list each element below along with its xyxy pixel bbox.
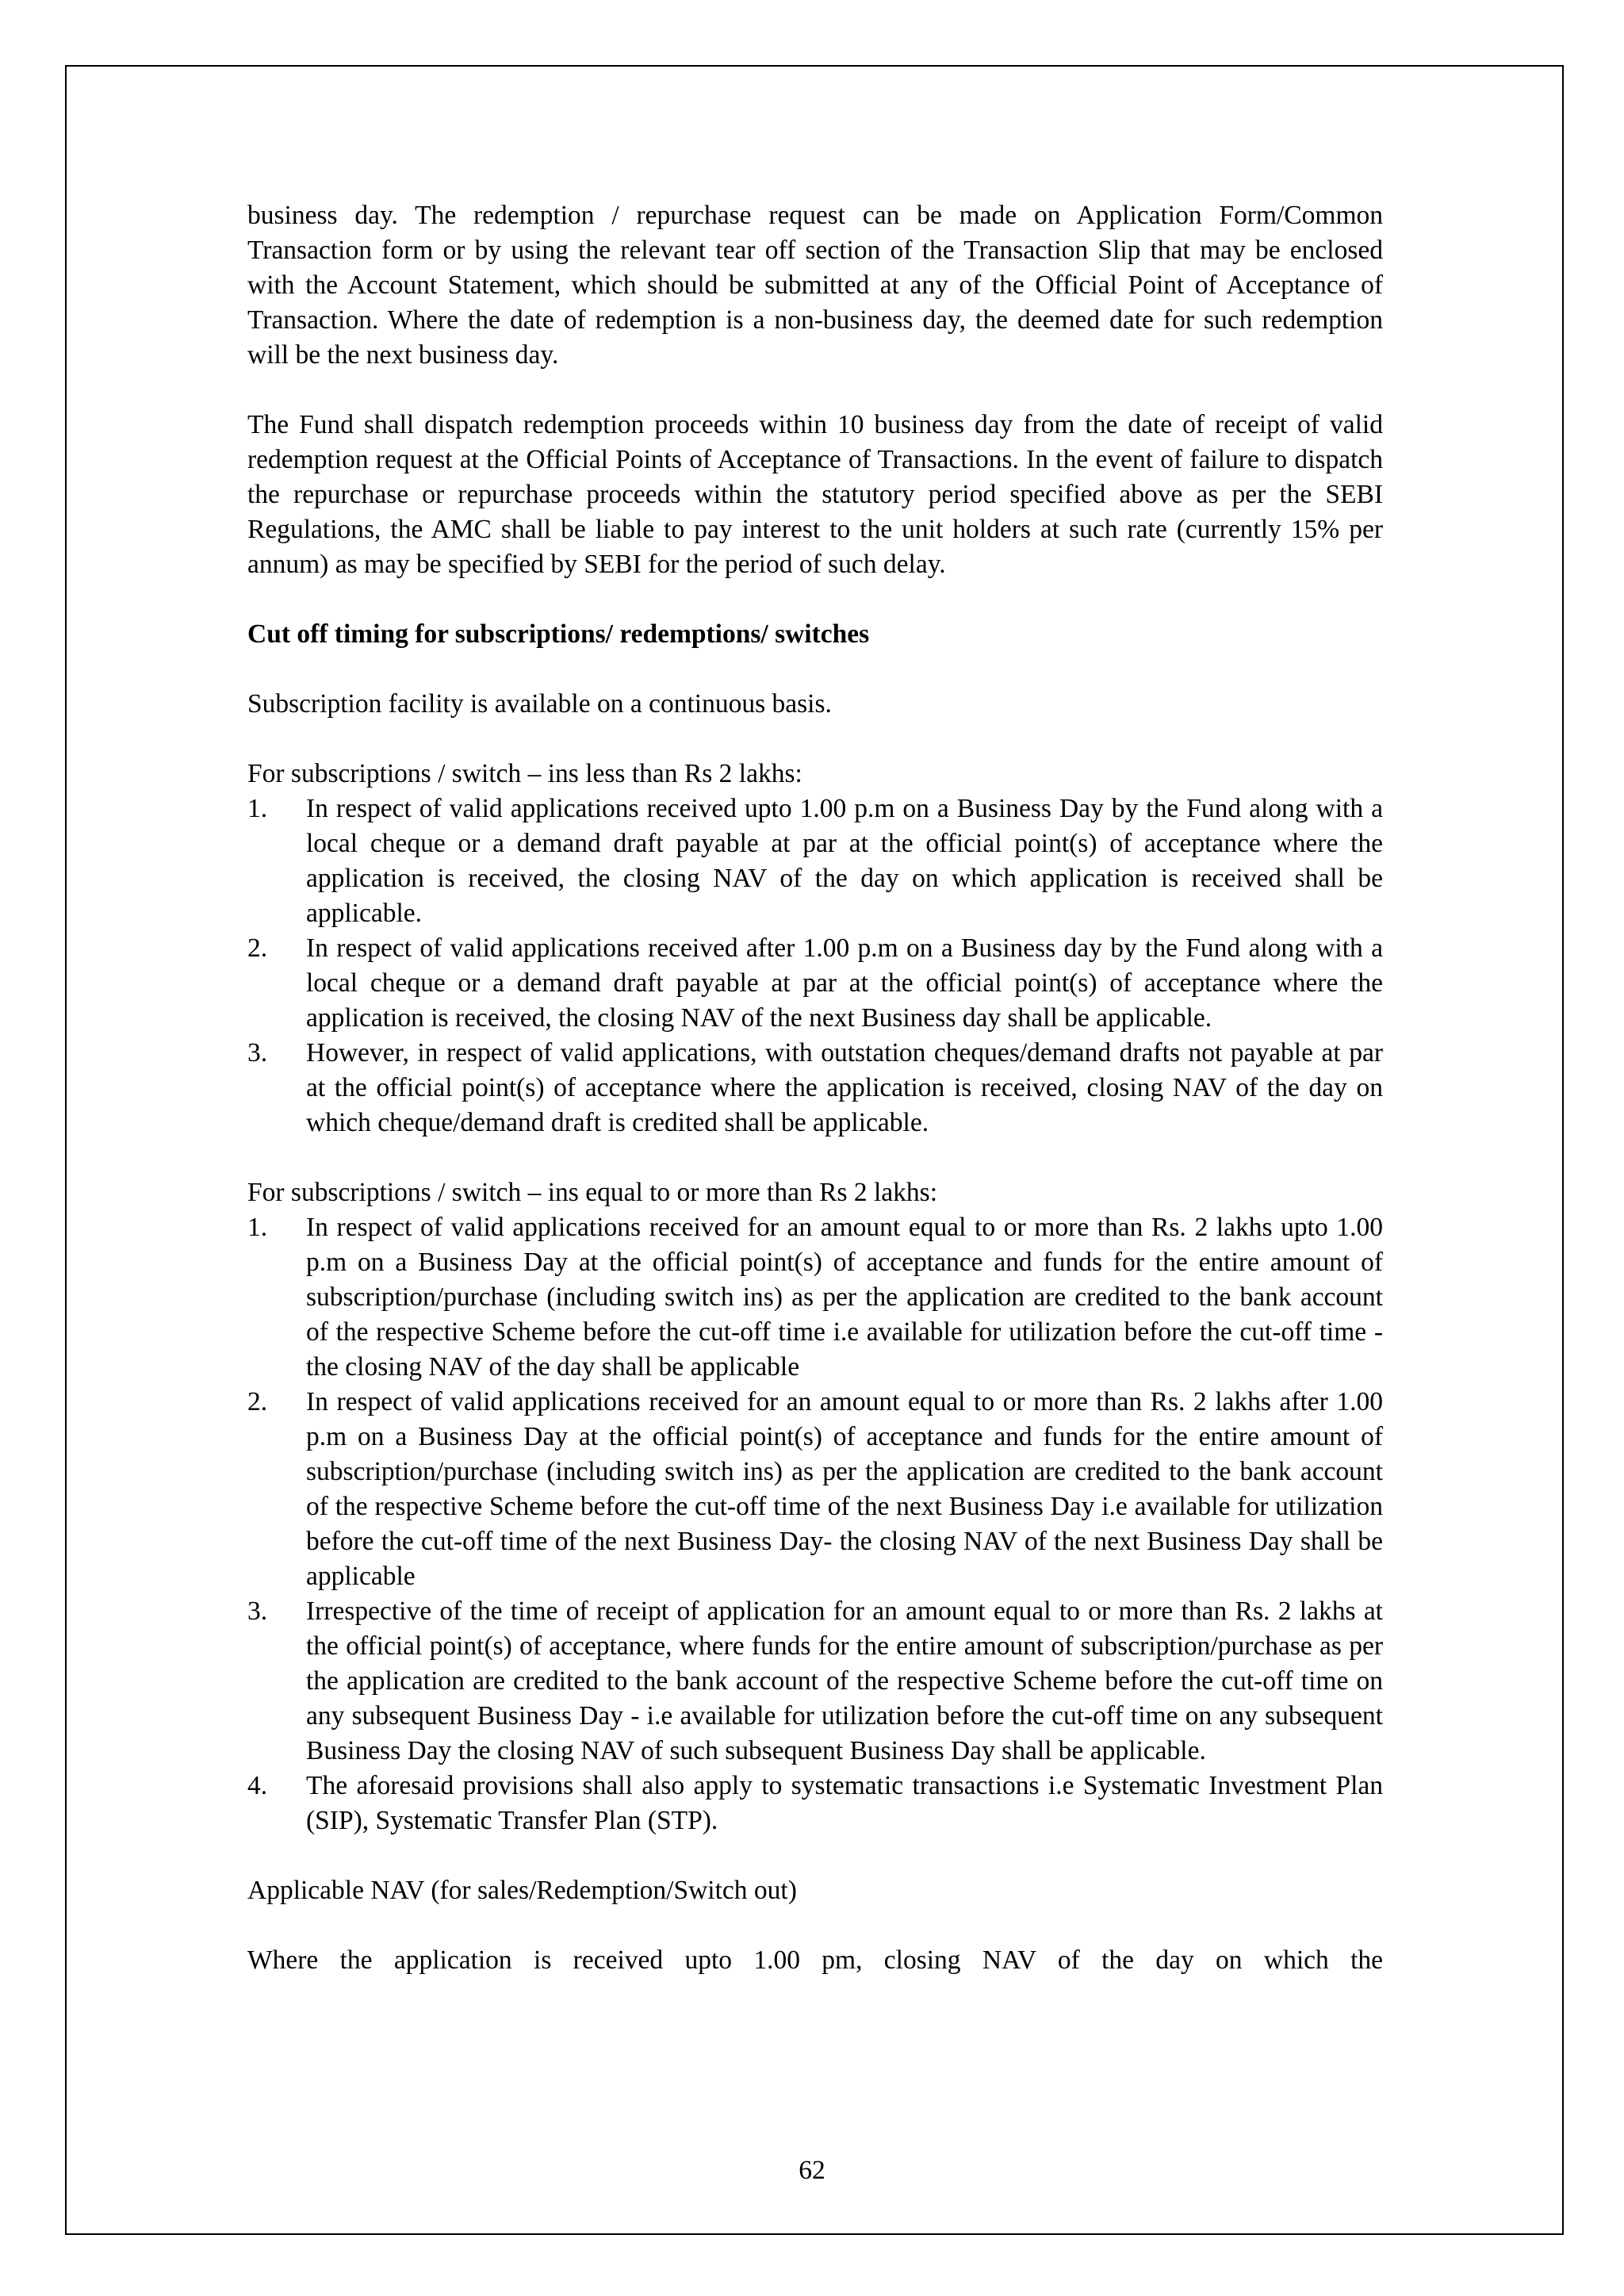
section-heading-cut-off-timing: Cut off timing for subscriptions/ redemptions/ switches [247, 619, 870, 649]
paragraph-applicable-nav: Where the application is received upto 1.00 pm, closing NAV of the day on which the [247, 1945, 1383, 1975]
list-item-number: 4. [247, 1771, 268, 1800]
subscription-availability: Subscription facility is available on a continuous basis. [247, 689, 832, 719]
list-item-text: However, in respect of valid applications, with outstation cheques/demand drafts not payable at par at the official point(s) of acceptance where the application is received, closing NAV of the day on which cheque/demand draft is credited shall be applicable. [306, 1038, 1383, 1137]
list-item-text: In respect of valid applications received for an amount equal to or more than Rs. 2 lakhs upto 1.00 p.m on a Business Day at the official point(s) of acceptance and funds for the entire amount of subscription/purchase (including switch ins) as per the application are credited to the bank account of the respective Scheme before the cut-off time i.e available for utilization before the cut-off time - the closing NAV of the day shall be applicable [306, 1213, 1383, 1382]
applicable-nav-heading: Applicable NAV (for sales/Redemption/Switch out) [247, 1876, 797, 1905]
more-than-list [247, 1210, 1383, 1838]
list-item [247, 1769, 1383, 1838]
page-number: 62 [799, 2156, 825, 2185]
list-item-text: The aforesaid provisions shall also apply to systematic transactions i.e Systematic Investment Plan (SIP), Systematic Transfer Plan (STP). [306, 1771, 1383, 1835]
list-item-text: In respect of valid applications received for an amount equal to or more than Rs. 2 lakhs after 1.00 p.m on a Business Day at the official point(s) of acceptance and funds for the entire amount of subscription/purchase (including switch ins) as per the application are credited to the bank account of the respective Scheme before the cut-off time of the next Business Day i.e available for utilization before the cut-off time of the next Business Day- the closing NAV of the next Business Day shall be applicable [306, 1387, 1383, 1591]
list-item-text: Irrespective of the time of receipt of application for an amount equal to or more than Rs. 2 lakhs at the official point(s) of acceptance, where funds for the entire amount of subscription/purchase as per the application are credited to the bank account of the respective Scheme before the cut-off time on any subsequent Business Day - i.e available for utilization before the cut-off time on any subsequent Business Day the closing NAV of such subsequent Business Day shall be applicable. [306, 1596, 1383, 1765]
list-item-number: 2. [247, 1387, 268, 1416]
list-item-number: 1. [247, 794, 268, 823]
list-item-text: In respect of valid applications received upto 1.00 p.m on a Business Day by the Fund along with a local cheque or a demand draft payable at par at the official point(s) of acceptance where the application is received, the closing NAV of the day on which application is received shall be applicable. [306, 794, 1383, 928]
list-item [247, 1385, 1383, 1594]
list-item [247, 931, 1383, 1036]
less-than-intro: For subscriptions / switch – ins less than Rs 2 lakhs: [247, 759, 802, 788]
list-item-number: 2. [247, 933, 268, 963]
list-item [247, 1036, 1383, 1140]
list-item-number: 3. [247, 1038, 268, 1068]
list-item-number: 1. [247, 1213, 268, 1242]
less-than-list [247, 792, 1383, 1140]
list-item-text: In respect of valid applications received after 1.00 p.m on a Business day by the Fund along with a local cheque or a demand draft payable at par at the official point(s) of acceptance where the application is received, the closing NAV of the next Business day shall be applicable. [306, 933, 1383, 1033]
paragraph-redemption-request: business day. The redemption / repurchase request can be made on Application Form/Common Transaction form or by using the relevant tear off section of the Transaction Slip that may be enclosed with the Account Statement, which should be submitted at any of the Official Point of Acceptance of Transaction. Where the date of redemption is a non-business day, the deemed date for such redemption will be the next business day. [247, 201, 1383, 370]
paragraph-redemption-dispatch: The Fund shall dispatch redemption proceeds within 10 business day from the date of receipt of valid redemption request at the Official Points of Acceptance of Transactions. In the event of failure to dispatch the repurchase or repurchase proceeds within the statutory period specified above as per the SEBI Regulations, the AMC shall be liable to pay interest to the unit holders at such rate (currently 15% per annum) as may be specified by SEBI for the period of such delay. [247, 410, 1383, 579]
list-item [247, 792, 1383, 931]
more-than-intro: For subscriptions / switch – ins equal to or more than Rs 2 lakhs: [247, 1178, 938, 1207]
list-item [247, 1594, 1383, 1769]
document-body [247, 198, 1383, 1978]
list-item [247, 1210, 1383, 1385]
list-item-number: 3. [247, 1596, 268, 1626]
